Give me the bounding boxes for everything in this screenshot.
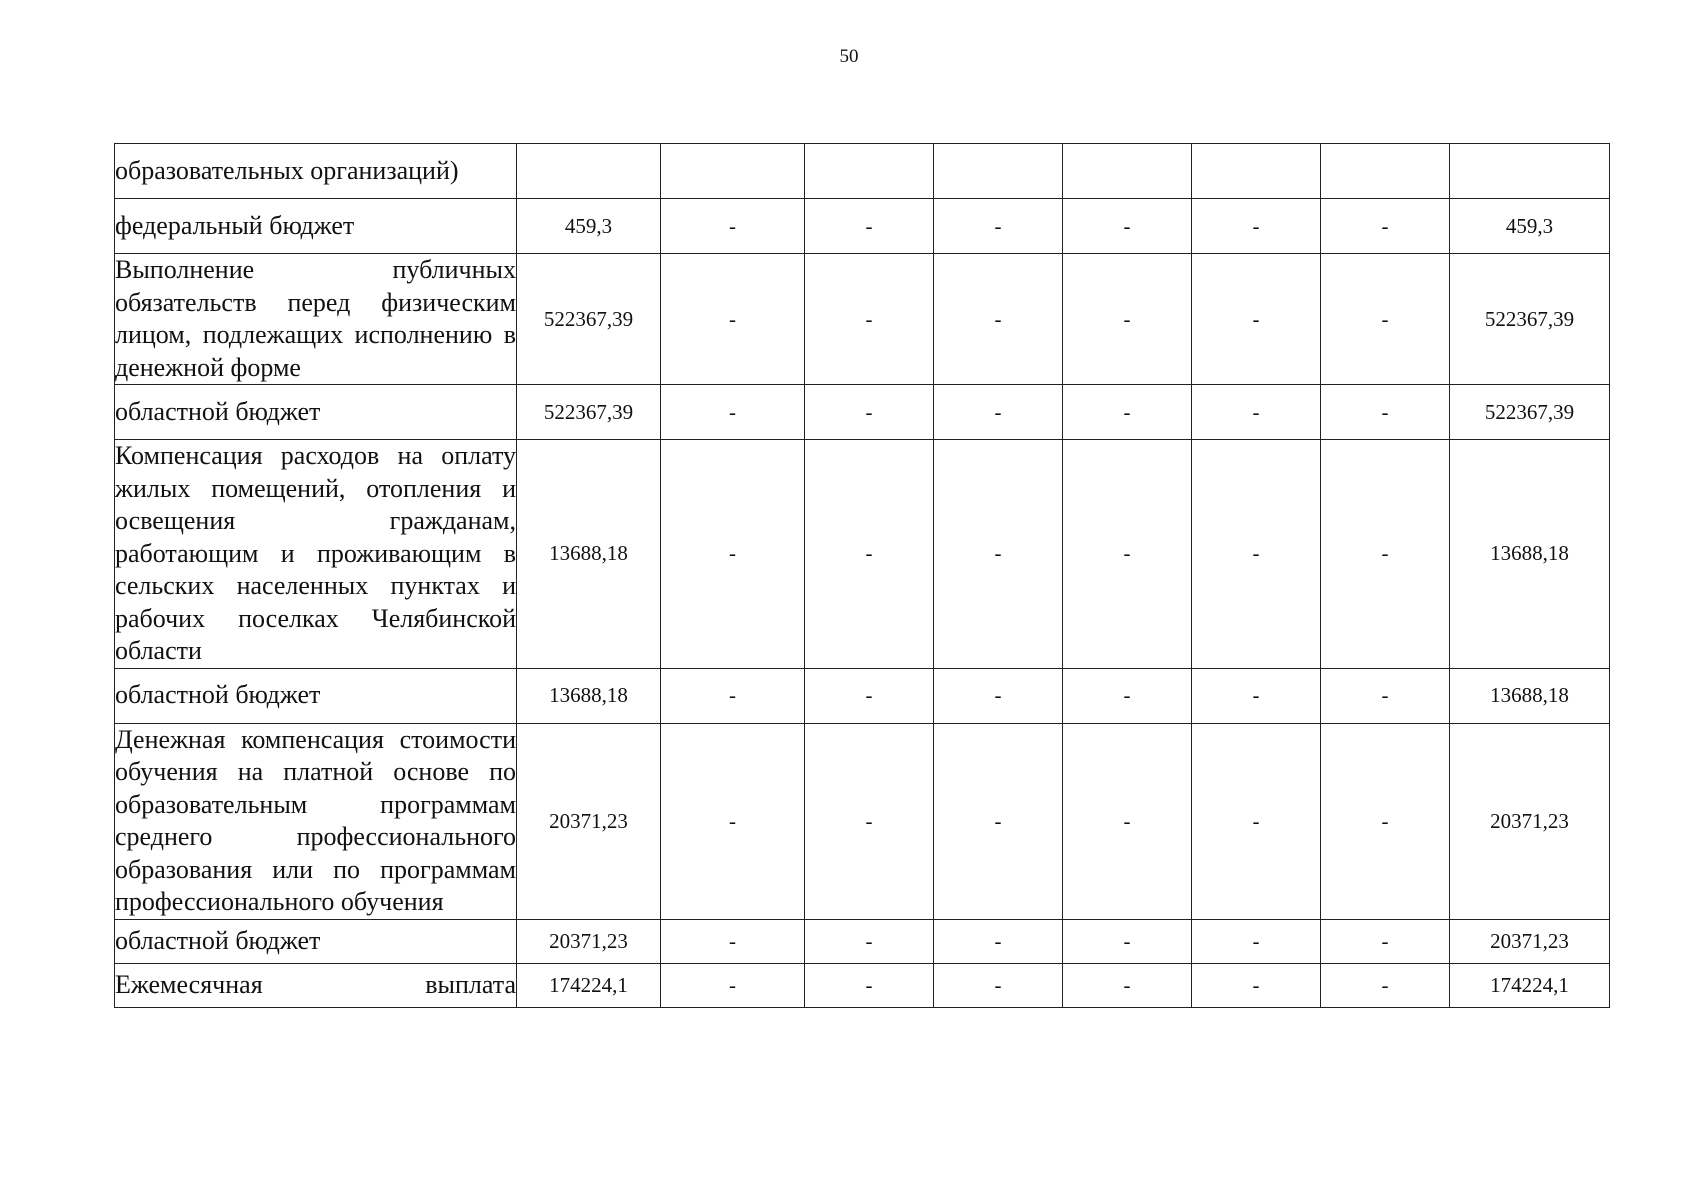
cell-value: - xyxy=(1063,963,1192,1007)
cell-value: - xyxy=(661,440,805,669)
cell-total: 174224,1 xyxy=(1450,963,1610,1007)
cell-value: - xyxy=(934,963,1063,1007)
cell-value xyxy=(661,144,805,199)
cell-value: - xyxy=(1321,199,1450,254)
cell-value: - xyxy=(661,668,805,723)
cell-value: - xyxy=(661,254,805,385)
cell-total: 20371,23 xyxy=(1450,919,1610,963)
cell-value: - xyxy=(1321,254,1450,385)
page-number: 50 xyxy=(839,46,859,67)
row-label: областной бюджет xyxy=(115,385,517,440)
cell-value: - xyxy=(934,385,1063,440)
row-label: Компенсация расходов на оплату жилых помещений, отопления и освещения гражданам, работающим и проживающим в сельских населенных пунктах и рабочих поселках Челябинской области xyxy=(115,440,517,669)
cell-total: 13688,18 xyxy=(1450,668,1610,723)
cell-value: - xyxy=(661,385,805,440)
cell-value: 522367,39 xyxy=(517,254,661,385)
cell-value: 20371,23 xyxy=(517,919,661,963)
row-label: областной бюджет xyxy=(115,919,517,963)
cell-value: - xyxy=(1192,963,1321,1007)
row-label: областной бюджет xyxy=(115,668,517,723)
cell-value: 20371,23 xyxy=(517,723,661,919)
cell-value xyxy=(805,144,934,199)
cell-value: - xyxy=(934,199,1063,254)
cell-value xyxy=(1063,144,1192,199)
cell-value: - xyxy=(805,668,934,723)
row-label: образовательных организаций) xyxy=(115,144,517,199)
cell-value: - xyxy=(1063,723,1192,919)
cell-value: - xyxy=(1063,668,1192,723)
cell-value: - xyxy=(1192,199,1321,254)
cell-value: - xyxy=(1192,440,1321,669)
cell-value: - xyxy=(934,668,1063,723)
cell-value: 174224,1 xyxy=(517,963,661,1007)
cell-value: - xyxy=(805,440,934,669)
table-row xyxy=(115,668,1610,723)
cell-value: - xyxy=(805,385,934,440)
cell-value: - xyxy=(661,723,805,919)
cell-total: 13688,18 xyxy=(1450,440,1610,669)
cell-total: 459,3 xyxy=(1450,199,1610,254)
cell-value: - xyxy=(934,723,1063,919)
cell-value: 13688,18 xyxy=(517,668,661,723)
cell-value: 13688,18 xyxy=(517,440,661,669)
cell-value: 522367,39 xyxy=(517,385,661,440)
cell-value: - xyxy=(1192,668,1321,723)
cell-value: - xyxy=(1192,723,1321,919)
cell-value: - xyxy=(934,254,1063,385)
cell-value: - xyxy=(805,199,934,254)
row-label: Денежная компенсация стоимости обучения на платной основе по образовательным программам среднего профессионального образования или по программам профессионального обучения xyxy=(115,723,517,919)
row-label: Выполнение публичных обязательств перед физическим лицом, подлежащих исполнению в денежной форме xyxy=(115,254,517,385)
cell-total xyxy=(1450,144,1610,199)
cell-value: - xyxy=(1321,668,1450,723)
cell-value: - xyxy=(1321,723,1450,919)
budget-table xyxy=(114,143,1610,1008)
row-label: Ежемесячная выплата xyxy=(115,963,517,1007)
cell-value: - xyxy=(1192,385,1321,440)
cell-value: - xyxy=(1063,385,1192,440)
cell-value: - xyxy=(1321,919,1450,963)
cell-value: - xyxy=(661,919,805,963)
cell-value: - xyxy=(805,254,934,385)
cell-value: - xyxy=(661,199,805,254)
cell-value xyxy=(517,144,661,199)
cell-value: - xyxy=(1063,254,1192,385)
cell-value xyxy=(1321,144,1450,199)
table-row xyxy=(115,199,1610,254)
cell-value: - xyxy=(1321,963,1450,1007)
cell-value: - xyxy=(1063,440,1192,669)
cell-value: - xyxy=(1192,254,1321,385)
cell-value: - xyxy=(934,919,1063,963)
cell-value xyxy=(934,144,1063,199)
cell-total: 20371,23 xyxy=(1450,723,1610,919)
cell-value: - xyxy=(805,723,934,919)
cell-value: - xyxy=(1321,385,1450,440)
table-row xyxy=(115,385,1610,440)
cell-value: - xyxy=(934,440,1063,669)
cell-total: 522367,39 xyxy=(1450,385,1610,440)
row-label: федеральный бюджет xyxy=(115,199,517,254)
cell-value: - xyxy=(661,963,805,1007)
cell-value: - xyxy=(1063,919,1192,963)
table-row xyxy=(115,919,1610,963)
cell-value xyxy=(1192,144,1321,199)
table-row xyxy=(115,254,1610,385)
cell-value: 459,3 xyxy=(517,199,661,254)
cell-value: - xyxy=(1192,919,1321,963)
cell-value: - xyxy=(1063,199,1192,254)
table-row xyxy=(115,963,1610,1007)
cell-value: - xyxy=(805,919,934,963)
table-row xyxy=(115,440,1610,669)
cell-total: 522367,39 xyxy=(1450,254,1610,385)
table-row xyxy=(115,723,1610,919)
cell-value: - xyxy=(805,963,934,1007)
cell-value: - xyxy=(1321,440,1450,669)
table-row xyxy=(115,144,1610,199)
